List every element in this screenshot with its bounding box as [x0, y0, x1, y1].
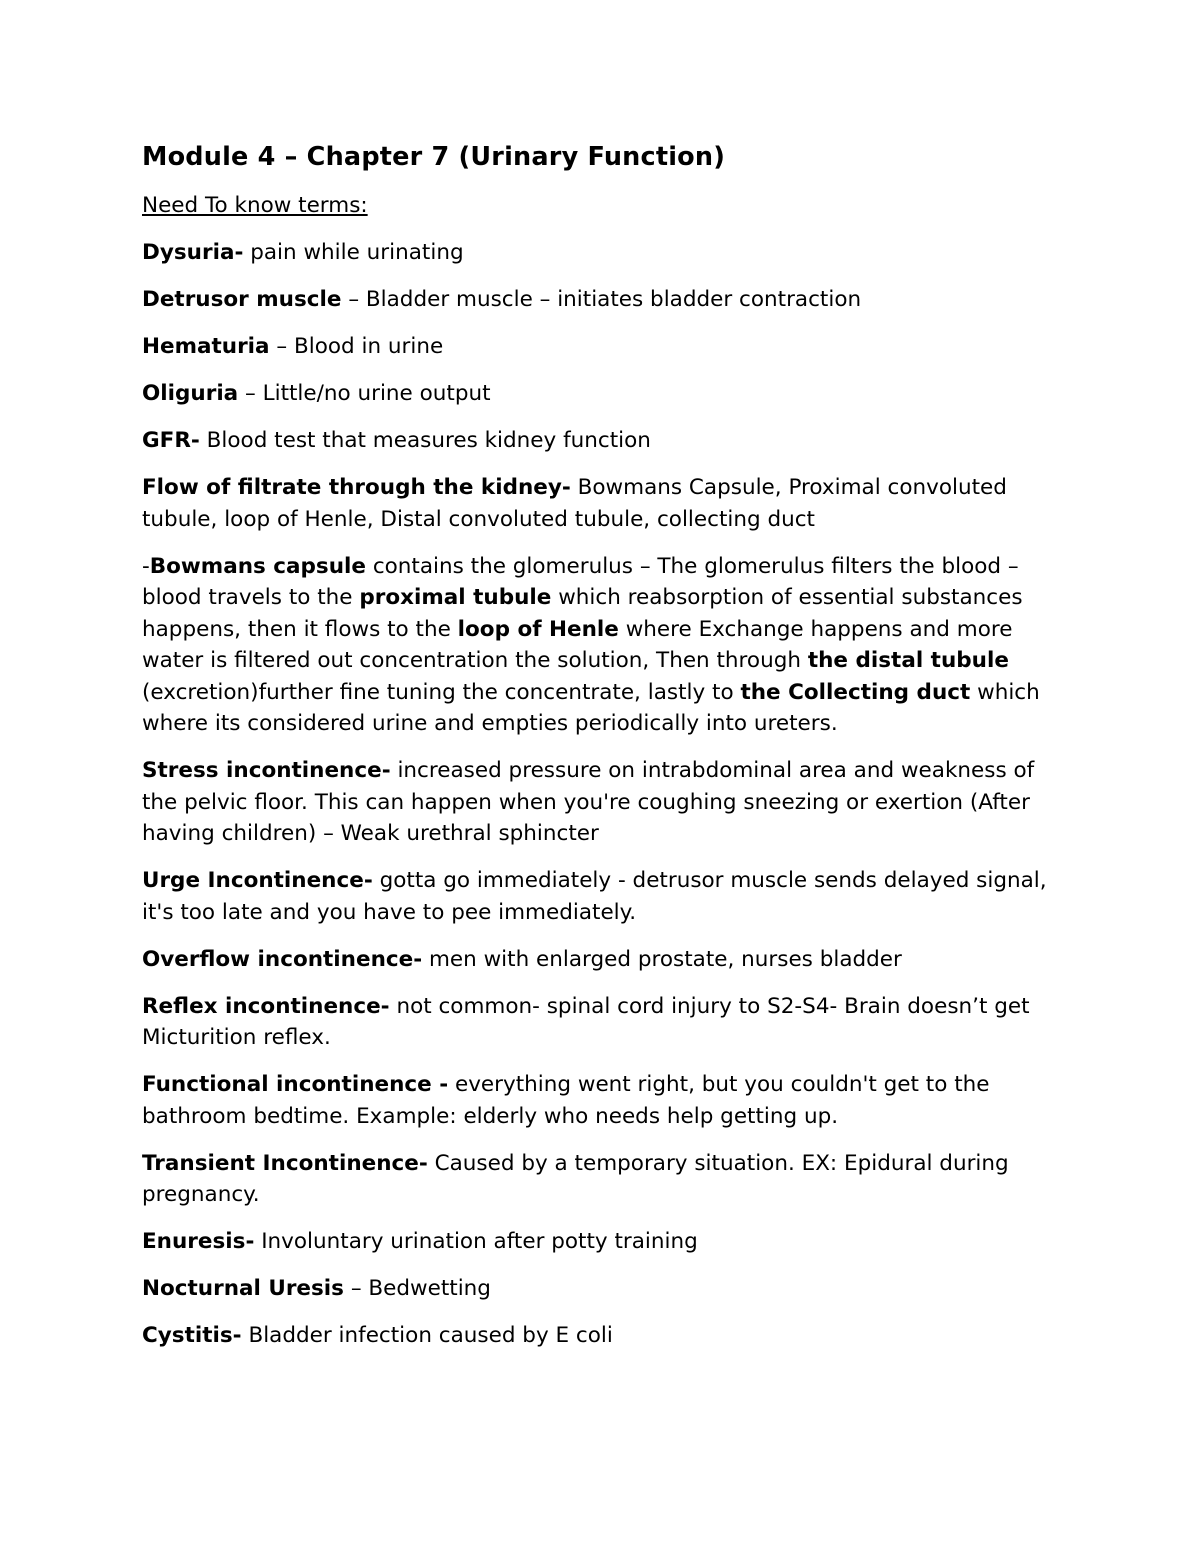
term-label: Overflow incontinence- [142, 946, 423, 972]
section-subheading: Need To know terms: [142, 193, 368, 218]
term-label: loop of Henle [457, 616, 619, 642]
term-label: Hematuria [142, 334, 270, 359]
term-paragraph [142, 991, 1072, 1054]
term-definition: Blood test that measures kidney function [199, 428, 651, 453]
term-label: Stress incontinence- [142, 758, 391, 783]
term-definition: where Exchange happens and more water is filtered out concentration the solution, Then through [142, 616, 1013, 673]
term-paragraph [142, 472, 1072, 535]
term-label: Urge Incontinence- [142, 868, 373, 893]
term-paragraph [142, 1069, 1072, 1132]
term-definition: men with enlarged prostate, nurses bladder [422, 946, 902, 972]
term-definition: Bowmans Capsule, Proximal convoluted tubule, loop of Henle, Distal convoluted tubule, collecting duct [142, 475, 1007, 532]
term-definition: – Bladder muscle – initiates bladder contraction [341, 287, 862, 312]
term-definition: – Blood in urine [269, 334, 444, 359]
term-definition: not common- spinal cord injury to S2-S4- Brain doesn’t get Micturition reflex. [142, 993, 1030, 1050]
term-paragraph [142, 425, 1072, 457]
term-paragraph [142, 378, 1072, 410]
term-definition: – Little/no urine output [238, 381, 491, 406]
term-definition: everything went right, but you couldn't get to the bathroom bedtime. Example: elderly who needs help getting up. [142, 1072, 990, 1129]
term-label: the Collecting duct [740, 679, 971, 705]
term-definition: which reabsorption of essential substances happens, then it flows to the [142, 585, 1023, 642]
term-label: Bowmans capsule [149, 553, 366, 579]
term-label: Dysuria- [142, 240, 244, 265]
term-paragraph [142, 865, 1072, 928]
term-paragraph [142, 331, 1072, 363]
term-label: proximal tubule [359, 585, 552, 610]
document-title: Module 4 – Chapter 7 (Urinary Function) [142, 142, 726, 172]
term-label: Transient Incontinence- [142, 1150, 428, 1176]
term-label: Oliguria [142, 381, 239, 406]
term-paragraph [142, 944, 1072, 976]
term-paragraph [142, 1273, 1072, 1305]
term-definition: increased pressure on intrabdominal area and weakness of the pelvic floor. This can happen when you're coughing sneezing or exertion (After having children) – Weak urethral sphincter [142, 758, 1035, 846]
term-label: Flow of filtrate through the kidney- [142, 475, 571, 500]
term-definition: Bladder infection caused by E coli [241, 1323, 613, 1348]
term-label: Nocturnal Uresis [142, 1276, 344, 1301]
term-label: GFR- [142, 428, 200, 453]
term-label: Detrusor muscle [142, 287, 342, 312]
term-definition: pain while urinating [243, 240, 464, 265]
term-paragraph [142, 1148, 1072, 1211]
document-page [142, 138, 1072, 1367]
term-label: Cystitis- [142, 1323, 242, 1348]
term-definition: Involuntary urination after potty training [254, 1229, 698, 1254]
term-definition: (excretion)further fine tuning the concentrate, lastly to [142, 679, 741, 705]
term-paragraph [142, 1320, 1072, 1352]
term-definition: – Bedwetting [343, 1276, 491, 1301]
term-label: the distal tubule [807, 648, 1009, 673]
term-definition: contains the glomerulus – The glomerulus filters the blood – blood travels to the [142, 553, 1019, 610]
term-paragraph [142, 1226, 1072, 1258]
term-label: Enuresis- [142, 1229, 255, 1254]
term-label: Reflex incontinence- [142, 993, 390, 1019]
term-paragraph [142, 284, 1072, 316]
term-definition: - [142, 553, 150, 579]
term-paragraph [142, 237, 1072, 269]
term-label: Functional incontinence - [142, 1072, 449, 1097]
term-paragraph [142, 755, 1072, 850]
term-definition: gotta go immediately - detrusor muscle sends delayed signal, it's too late and you have to pee immediately. [142, 868, 1047, 925]
term-definition: Caused by a temporary situation. EX: Epidural during pregnancy. [142, 1150, 1009, 1207]
term-definition: which where its considered urine and empties periodically into ureters. [142, 679, 1040, 736]
term-paragraph [142, 551, 1072, 740]
term-list [142, 237, 1072, 1352]
